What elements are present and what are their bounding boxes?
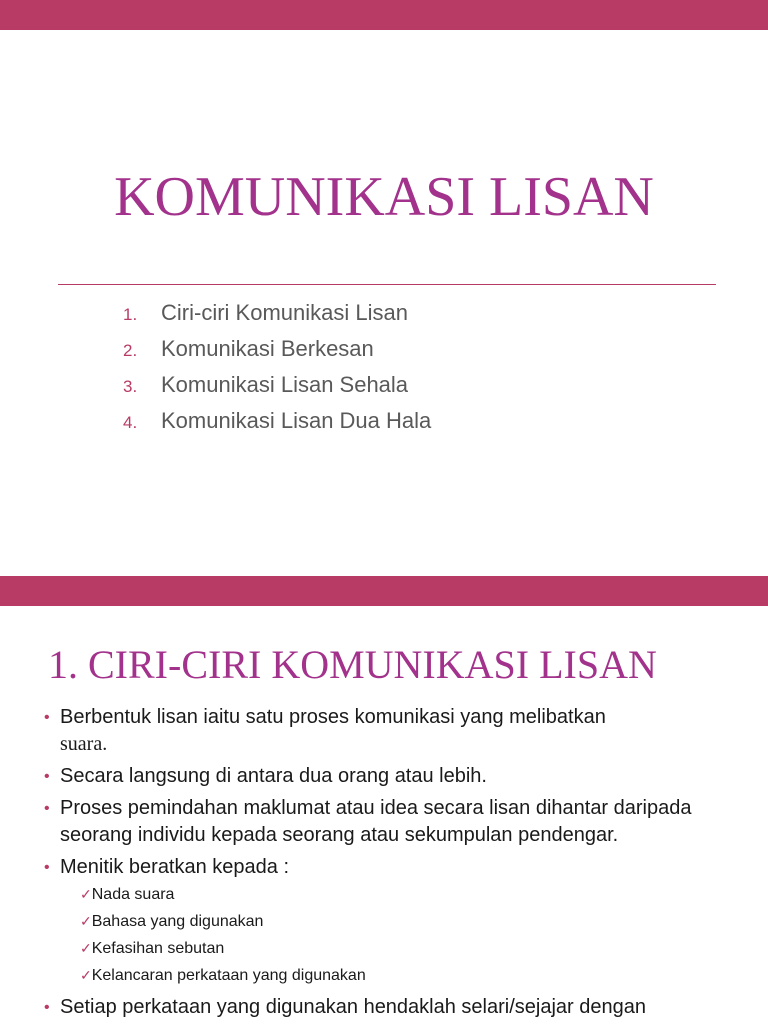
bullet-item: • Berbentuk lisan iaitu satu proses komunikasi yang melibatkan suara. — [44, 706, 606, 755]
bullet-item: • Menitik beratkan kepada : ✓Nada suara ✓Bahasa yang digunakan ✓Kefasihan sebutan ✓Kelancaran perkataan yang digunakan — [44, 854, 734, 989]
title-divider — [58, 284, 716, 285]
sub-item: ✓Kelancaran perkataan yang digunakan — [80, 967, 366, 984]
check-icon: ✓ — [80, 913, 92, 929]
check-icon: ✓ — [80, 886, 92, 902]
check-icon: ✓ — [80, 940, 92, 956]
bullet-icon: • — [44, 999, 50, 1016]
outline-item: 3. Komunikasi Lisan Sehala — [123, 372, 409, 397]
sub-list — [60, 881, 734, 989]
outline-item: 4. Komunikasi Lisan Dua Hala — [123, 408, 432, 433]
slide-separator-bar — [0, 576, 768, 606]
outline-list — [123, 300, 431, 444]
sub-item: ✓Bahasa yang digunakan — [80, 913, 264, 930]
sub-item: ✓Nada suara — [80, 886, 175, 903]
outline-item: 1. Ciri-ciri Komunikasi Lisan — [123, 300, 408, 325]
bullet-icon: • — [44, 709, 50, 726]
bullet-item: • Proses pemindahan maklumat atau idea secara lisan dihantar daripada seorang individu kepada seorang atau sekumpulan pendengar. — [44, 797, 692, 846]
check-icon: ✓ — [80, 967, 92, 983]
top-accent-bar — [0, 0, 768, 30]
bullet-list — [44, 704, 734, 1026]
section-title: 1. CIRI-CIRI KOMUNIKASI LISAN — [48, 642, 657, 687]
bullet-icon: • — [44, 800, 50, 817]
outline-item: 2. Komunikasi Berkesan — [123, 336, 374, 361]
slide-title: KOMUNIKASI LISAN — [114, 166, 654, 228]
sub-item: ✓Kefasihan sebutan — [80, 940, 225, 957]
bullet-icon: • — [44, 768, 50, 785]
bullet-item: • Setiap perkataan yang digunakan hendaklah selari/sejajar dengan — [44, 994, 734, 1021]
bullet-item: • Secara langsung di antara dua orang atau lebih. — [44, 763, 734, 790]
bullet-icon: • — [44, 859, 50, 876]
